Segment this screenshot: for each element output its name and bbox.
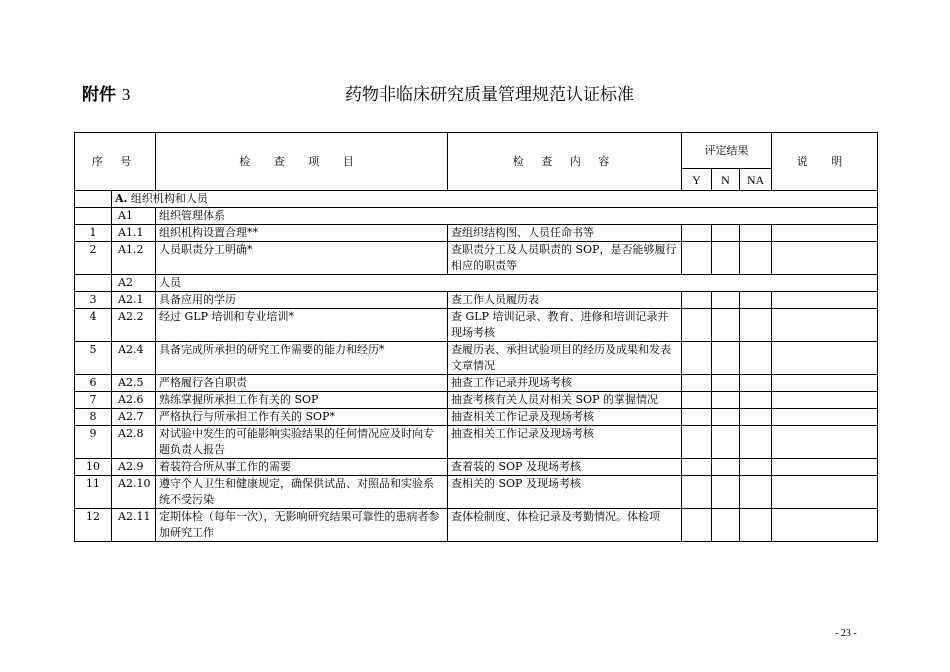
row-item: 严格履行各自职责 — [156, 375, 448, 392]
table-row — [75, 426, 878, 459]
row-content: 查职责分工及人员职责的 SOP，是否能够履行相应的职责等 — [448, 242, 682, 275]
section-code: A. — [115, 192, 128, 205]
result-na-cell — [740, 309, 772, 342]
table-row — [75, 292, 878, 309]
result-na-cell — [740, 375, 772, 392]
row-item: 经过 GLP 培训和专业培训* — [156, 309, 448, 342]
table-row — [75, 409, 878, 426]
group-code: A2 — [112, 275, 156, 292]
result-n-cell — [712, 309, 740, 342]
note-cell — [772, 509, 878, 542]
header-n: N — [712, 169, 740, 191]
row-seq: 12 — [75, 509, 112, 542]
page-number: - 23 - — [835, 628, 857, 639]
result-y-cell — [682, 375, 712, 392]
row-seq: 11 — [75, 476, 112, 509]
result-na-cell — [740, 392, 772, 409]
header-note: 说 明 — [772, 133, 878, 191]
result-na-cell — [740, 509, 772, 542]
result-y-cell — [682, 342, 712, 375]
row-content: 查相关的 SOP 及现场考核 — [448, 476, 682, 509]
row-content: 抽查考核有关人员对相关 SOP 的掌握情况 — [448, 392, 682, 409]
note-cell — [772, 459, 878, 476]
row-content: 查工作人员履历表 — [448, 292, 682, 309]
row-item: 对试验中发生的可能影响实验结果的任何情况应及时向专题负责人报告 — [156, 426, 448, 459]
section-row — [75, 191, 878, 208]
note-cell — [772, 342, 878, 375]
row-code: A1.1 — [112, 225, 156, 242]
row-item: 人员职责分工明确* — [156, 242, 448, 275]
row-item: 组织机构设置合理** — [156, 225, 448, 242]
row-code: A2.7 — [112, 409, 156, 426]
result-n-cell — [712, 409, 740, 426]
table-row — [75, 375, 878, 392]
a2-rows — [75, 292, 878, 542]
row-seq: 4 — [75, 309, 112, 342]
header-content: 检 查 内 容 — [448, 133, 682, 191]
header-na: NA — [740, 169, 772, 191]
table-row — [75, 392, 878, 409]
result-n-cell — [712, 426, 740, 459]
row-seq: 2 — [75, 242, 112, 275]
row-code: A2.8 — [112, 426, 156, 459]
table-row — [75, 509, 878, 542]
row-seq: 1 — [75, 225, 112, 242]
section-a — [112, 191, 878, 208]
group-row — [75, 208, 878, 225]
result-y-cell — [682, 242, 712, 275]
row-content: 查组织结构图、人员任命书等 — [448, 225, 682, 242]
header-item: 检 查 项 目 — [156, 133, 448, 191]
table-row — [75, 225, 878, 242]
a1-rows — [75, 225, 878, 275]
row-item: 着装符合所从事工作的需要 — [156, 459, 448, 476]
row-content: 抽查相关工作记录及现场考核 — [448, 409, 682, 426]
note-cell — [772, 292, 878, 309]
result-na-cell — [740, 426, 772, 459]
row-content: 抽查相关工作记录及现场考核 — [448, 426, 682, 459]
result-n-cell — [712, 375, 740, 392]
group-code: A1 — [112, 208, 156, 225]
row-item: 遵守个人卫生和健康规定，确保供试品、对照品和实验系统不受污染 — [156, 476, 448, 509]
result-n-cell — [712, 459, 740, 476]
result-y-cell — [682, 459, 712, 476]
row-code: A2.10 — [112, 476, 156, 509]
note-cell — [772, 375, 878, 392]
row-code: A2.2 — [112, 309, 156, 342]
row-code: A2.4 — [112, 342, 156, 375]
row-code: A2.6 — [112, 392, 156, 409]
table-row — [75, 476, 878, 509]
group-row — [75, 275, 878, 292]
header-result: 评定结果 — [682, 133, 772, 169]
row-item: 严格执行与所承担工作有关的 SOP* — [156, 409, 448, 426]
result-n-cell — [712, 225, 740, 242]
note-cell — [772, 426, 878, 459]
result-y-cell — [682, 309, 712, 342]
result-n-cell — [712, 242, 740, 275]
table-row — [75, 459, 878, 476]
result-na-cell — [740, 225, 772, 242]
result-y-cell — [682, 409, 712, 426]
row-code: A1.2 — [112, 242, 156, 275]
row-item: 定期体检（每年一次），无影响研究结果可靠性的患病者参加研究工作 — [156, 509, 448, 542]
note-cell — [772, 309, 878, 342]
group-label: 人员 — [156, 275, 878, 292]
result-na-cell — [740, 459, 772, 476]
group-label: 组织管理体系 — [156, 208, 878, 225]
table-row — [75, 342, 878, 375]
result-n-cell — [712, 342, 740, 375]
row-seq: 7 — [75, 392, 112, 409]
note-cell — [772, 409, 878, 426]
note-cell — [772, 392, 878, 409]
row-seq: 9 — [75, 426, 112, 459]
result-y-cell — [682, 509, 712, 542]
row-seq: 8 — [75, 409, 112, 426]
row-seq: 3 — [75, 292, 112, 309]
result-y-cell — [682, 426, 712, 459]
row-code: A2.11 — [112, 509, 156, 542]
result-y-cell — [682, 225, 712, 242]
row-seq: 5 — [75, 342, 112, 375]
document-title: 药物非临床研究质量管理规范认证标准 — [345, 85, 634, 105]
row-code: A2.1 — [112, 292, 156, 309]
result-n-cell — [712, 292, 740, 309]
attachment-label — [82, 80, 130, 105]
table-row — [75, 309, 878, 342]
row-seq: 6 — [75, 375, 112, 392]
result-na-cell — [740, 292, 772, 309]
note-cell — [772, 225, 878, 242]
header-seq: 序 号 — [75, 133, 156, 191]
result-na-cell — [740, 242, 772, 275]
result-na-cell — [740, 476, 772, 509]
row-item: 具备完成所承担的研究工作需要的能力和经历* — [156, 342, 448, 375]
result-y-cell — [682, 292, 712, 309]
table-row — [75, 242, 878, 275]
header-y: Y — [682, 169, 712, 191]
row-content: 查履历表、承担试验项目的经历及成果和发表文章情况 — [448, 342, 682, 375]
result-na-cell — [740, 342, 772, 375]
row-item: 熟练掌握所承担工作有关的 SOP — [156, 392, 448, 409]
row-content: 查 GLP 培训记录、教育、进修和培训记录并现场考核 — [448, 309, 682, 342]
result-na-cell — [740, 409, 772, 426]
result-n-cell — [712, 476, 740, 509]
note-cell — [772, 242, 878, 275]
attachment-number: 3 — [121, 85, 131, 104]
row-code: A2.9 — [112, 459, 156, 476]
attachment-prefix: 附件 — [82, 85, 116, 105]
certification-standard-table — [74, 132, 878, 542]
row-item: 具备应用的学历 — [156, 292, 448, 309]
result-y-cell — [682, 392, 712, 409]
result-n-cell — [712, 392, 740, 409]
row-code: A2.5 — [112, 375, 156, 392]
note-cell — [772, 476, 878, 509]
result-n-cell — [712, 509, 740, 542]
result-y-cell — [682, 476, 712, 509]
row-content: 查着装的 SOP 及现场考核 — [448, 459, 682, 476]
row-content: 抽查工作记录并现场考核 — [448, 375, 682, 392]
section-label: 组织机构和人员 — [130, 192, 208, 205]
row-seq: 10 — [75, 459, 112, 476]
row-content: 查体检制度、体检记录及考勤情况。体检项 — [448, 509, 682, 542]
